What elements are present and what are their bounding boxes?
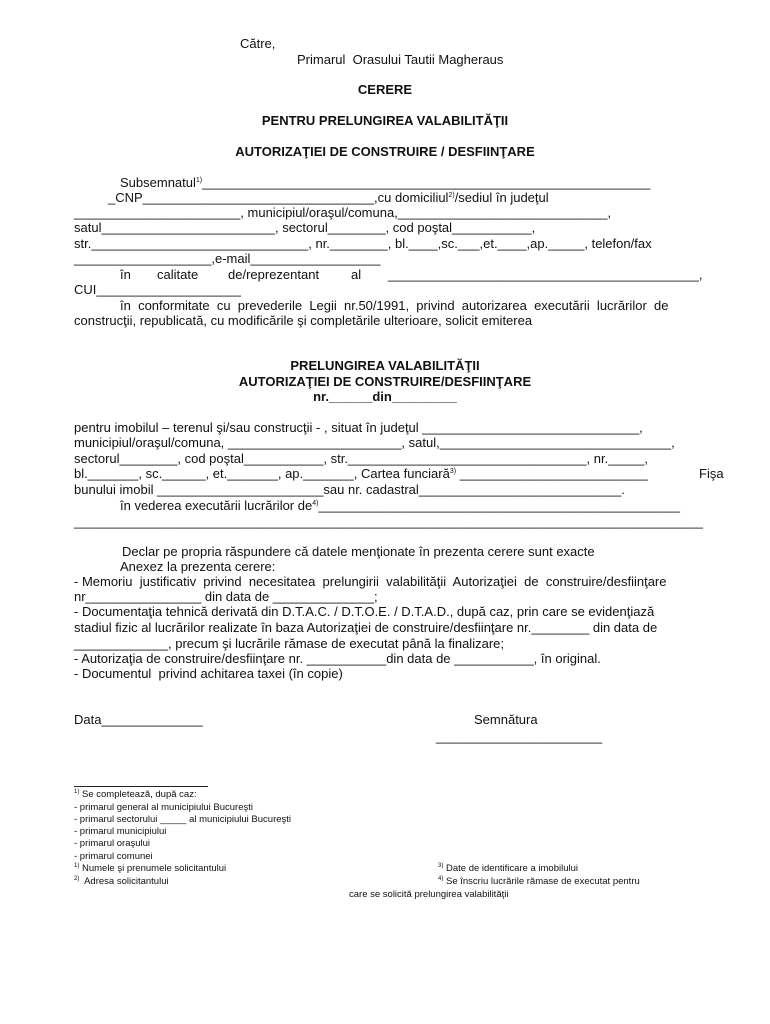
footnote-1-option-town: - primarul oraşului — [74, 838, 151, 849]
signature-line: _______________________ — [436, 729, 603, 744]
annexes-heading: Anexez la prezenta cerere: — [120, 559, 276, 574]
capacity-blank: ___________________________________________, — [388, 267, 703, 282]
property-municipality-line: municipiul/oraşul/comuna, ________________________, satul,________________________________, — [74, 435, 675, 450]
works-line: în vederea executării lucrărilor $de^{4)}\_\_\_\_\_\_\_\_\_\_\_\_\_\_\_\_\_\_\_\_\_\_\_\_\_\_\_\_\_\_\_\_\_\_\_\_\_\_\_\_\_\_\_\_\_\_\_\_\_\_$ — [120, 498, 680, 513]
annex-documentation-line3: _____________, precum şi lucrările rămase de executat până la finalizare; — [74, 636, 504, 651]
applicant-village-line: satul________________________, sectorul________, cod poştal___________, — [74, 220, 536, 235]
signature-label: Semnătura — [474, 712, 538, 727]
footnote-4: $^{4)}$ Se înscriu lucrările rămase de executat pentru — [438, 876, 640, 887]
extension-title-line1: PRELUNGIREA VALABILITĂŢII — [290, 358, 480, 373]
footnote-1-option-general: - primarul general al municipiului Bucureşti — [74, 802, 253, 813]
property-land-register-line: bl._______, sc.______, et._______, ap._______, Cartea funciară$^{3)}$ __________________________ — [74, 466, 648, 481]
capacity-word-1: în — [120, 267, 131, 282]
works-blank-line: _______________________________________________________________________________________ — [74, 514, 704, 529]
addressee: Primarul Orasului Tautii Magheraus — [297, 52, 504, 67]
footnote-1-name: $^{1)}$ Numele şi prenumele solicitantului — [74, 863, 227, 874]
footnote-1-option-commune: - primarul comunei — [74, 851, 153, 862]
capacity-word-3: de/reprezentant — [228, 267, 320, 282]
applicant-cui-line: CUI____________________ — [74, 282, 241, 297]
law-reference-line1: în conformitate cu prevederile Legii nr.50/1991, privind autorizarea executării lucrărilor de — [120, 298, 669, 313]
declaration-statement: Declar pe propria răspundere că datele menţionate în prezenta cerere sunt exacte — [122, 544, 595, 559]
footnote-1-option-municipality: - primarul municipiului — [74, 826, 167, 837]
footnote-1: $^{1)}$ Se completează, după caz: — [74, 789, 197, 800]
footnote-2: $^{2)}$ Adresa solicitantului — [74, 876, 169, 887]
footnote-separator — [74, 786, 208, 787]
extension-title-number: nr.______din_________ — [313, 389, 457, 404]
extension-title-line2: AUTORIZAŢIEI DE CONSTRUIRE/DESFIINŢARE — [238, 374, 532, 389]
law-reference-line2: construcţii, republicată, cu modificările şi completările ulterioare, solicit emiterea — [74, 313, 533, 328]
annex-authorization-line: - Autorizaţia de construire/desfiinţare nr. ___________din data de ___________, în original. — [74, 651, 601, 666]
annex-documentation-line2: stadiul fizic al lucrărilor realizate în baza Autorizaţiei de construire/desfiinţare nr.________ din data de — [74, 620, 658, 635]
capacity-word-4: al — [351, 267, 362, 282]
addressee-to: Către, — [240, 36, 276, 51]
annex-documentation-line1: - Documentaţia tehnică derivată din D.T.A.C. / D.T.O.E. / D.T.A.D., după caz, prin care se evidenţiază — [74, 604, 655, 619]
property-county-line: pentru imobilul – terenul şi/sau construcţii - , situat în judeţul ______________________________, — [74, 420, 643, 435]
annex-memoriu-line2: nr________________ din data de ______________; — [74, 589, 378, 604]
footnote-1-option-sector: - primarul sectorului _____ al municipiului Bucureşti — [74, 814, 292, 825]
form-title-line2: AUTORIZAŢIEI DE CONSTRUIRE / DESFIINŢARE — [235, 144, 535, 159]
footnote-4-continuation: care se solicită prelungirea valabilităţii — [349, 889, 509, 900]
applicant-county-line: _______________________, municipiul/oraşul/comuna,_____________________________, — [74, 205, 612, 220]
applicant-email-line: ___________________,e-mail__________________ — [74, 251, 381, 266]
property-sheet-label: Fişa — [699, 466, 724, 481]
annex-memoriu-line1: - Memoriu justificativ privind necesitatea prelungirii valabilităţii Autorizaţiei de construire/desfiinţare — [74, 574, 667, 589]
capacity-word-2: calitate — [157, 267, 199, 282]
footnote-3: $^{3)}$ Date de identificare a imobilului — [438, 863, 578, 874]
applicant-street-line: str.______________________________, nr.________, bl.____,sc.___,et.____,ap._____, telefon/fax — [74, 236, 652, 251]
form-title: CERERE — [357, 82, 413, 97]
form-title-line1: PENTRU PRELUNGIREA VALABILITĂŢII — [261, 113, 509, 128]
property-cadastral-line: bunului imobil _______________________sau nr. cadastral____________________________. — [74, 482, 625, 497]
applicant-name-line: Subsemnatul$^{1)}$______________________________________________________________ — [120, 175, 651, 190]
property-sector-line: sectorul________, cod poştal___________, str._________________________________, nr._____, — [74, 451, 648, 466]
annex-tax-line: - Documentul privind achitarea taxei (în copie) — [74, 666, 343, 681]
date-field: Data______________ — [74, 712, 203, 727]
applicant-cnp-line: _CNP________________________________,cu domiciliul$^{2)}$/sediul în judeţul — [108, 190, 549, 205]
